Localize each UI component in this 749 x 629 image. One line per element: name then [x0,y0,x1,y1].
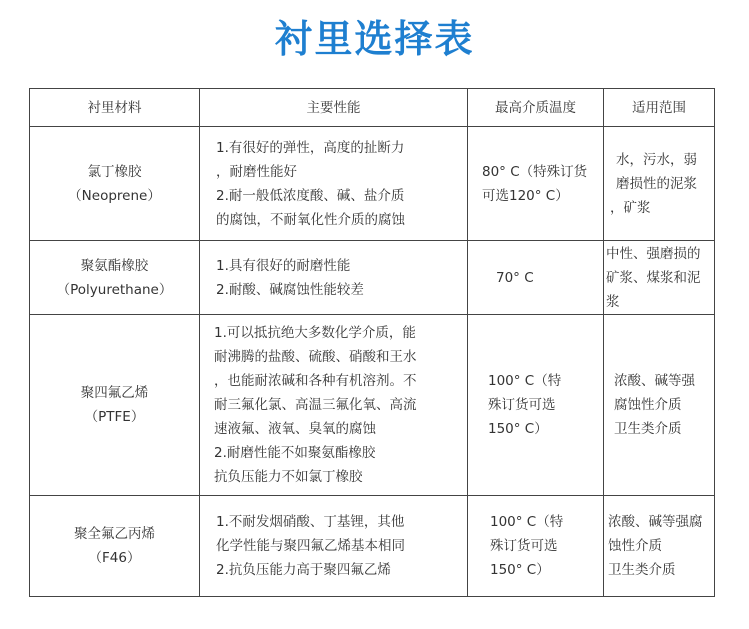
scope-line: 浓酸、碱等强 [614,373,695,389]
header-properties: 主要性能 [200,89,468,127]
properties-cell [200,496,468,597]
scope-line: 蚀性介质 [608,538,662,554]
properties-cell [200,315,468,496]
temperature-line: 80° C（特殊订货 [482,163,588,180]
temperature-line: 150° C） [488,421,548,437]
material-english: （PTFE） [84,409,145,425]
header-scope: 适用范围 [604,89,715,127]
scope-cell [604,496,715,597]
temperature-line: 殊订货可选 [488,397,556,413]
scope-line: 浆 [606,293,620,310]
page-title: 衬里选择表 [274,17,475,61]
property-line: 1.不耐发烟硝酸、丁基锂，其他 [216,514,405,530]
temperature-cell [468,496,604,597]
temperature-line: 100° C（特 [490,514,564,530]
scope-line: 水，污水，弱 [616,151,697,168]
property-line: 2.耐酸、碱腐蚀性能较差 [216,281,364,298]
property-line: 2.耐一般低浓度酸、碱、盐介质 [216,187,405,204]
property-line: ，耐磨性能好 [216,163,297,180]
table-row [30,315,715,496]
scope-line: 卫生类介质 [608,562,676,578]
property-line: 1.可以抵抗绝大多数化学介质，能 [214,325,416,341]
property-line: ，也能耐浓碱和各种有机溶剂。不 [214,373,417,389]
property-line: 抗负压能力不如氯丁橡胶 [214,469,363,485]
property-line: 耐沸腾的盐酸、硫酸、硝酸和王水 [214,349,417,365]
property-line: 1.有很好的弹性，高度的扯断力 [216,139,405,156]
property-line: 的腐蚀，不耐氧化性介质的腐蚀 [216,211,405,228]
scope-line: 中性、强磨损的 [606,245,701,262]
property-line: 2.耐磨性能不如聚氨酯橡胶 [214,445,376,461]
material-cell [30,241,200,315]
material-english: （Neoprene） [68,187,161,204]
property-line: 化学性能与聚四氟乙烯基本相同 [216,538,405,554]
table-header-row [30,89,715,127]
scope-line: 腐蚀性介质 [614,397,682,413]
material-name: 聚四氟乙烯 [80,385,149,401]
material-name: 聚全氟乙丙烯 [74,526,155,542]
material-name: 氯丁橡胶 [87,163,142,180]
table-row [30,496,715,597]
property-line: 1.具有很好的耐磨性能 [216,257,351,274]
temperature-line: 70° C [496,269,534,286]
table-row [30,127,715,241]
temperature-cell [468,241,604,315]
material-english: （Polyurethane） [56,281,173,298]
material-cell [30,496,200,597]
temperature-line: 100° C（特 [488,373,562,389]
temperature-line: 150° C） [490,562,550,578]
scope-line: 矿浆、煤浆和泥 [606,269,701,286]
scope-line: 磨损性的泥浆 [616,175,697,192]
scope-cell [604,241,715,315]
material-english: （F46） [88,550,141,566]
material-cell [30,127,200,241]
temperature-cell [468,127,604,241]
temperature-cell [468,315,604,496]
scope-line: 卫生类介质 [614,421,682,437]
properties-cell [200,241,468,315]
scope-line: 浓酸、碱等强腐 [608,514,703,530]
temperature-line: 殊订货可选 [490,538,558,554]
header-material: 衬里材料 [30,89,200,127]
table-row [30,241,715,315]
scope-cell [604,315,715,496]
material-name: 聚氨酯橡胶 [80,257,149,274]
material-cell [30,315,200,496]
properties-cell [200,127,468,241]
property-line: 2.抗负压能力高于聚四氟乙烯 [216,562,391,578]
lining-selection-table [29,88,715,597]
temperature-line: 可选120° C） [482,187,569,204]
header-temperature: 最高介质温度 [468,89,604,127]
property-line: 速液氟、液氧、臭氧的腐蚀 [214,421,376,437]
scope-line: ，矿浆 [610,199,651,216]
property-line: 耐三氟化氯、高温三氟化氧、高流 [214,397,417,413]
scope-cell [604,127,715,241]
